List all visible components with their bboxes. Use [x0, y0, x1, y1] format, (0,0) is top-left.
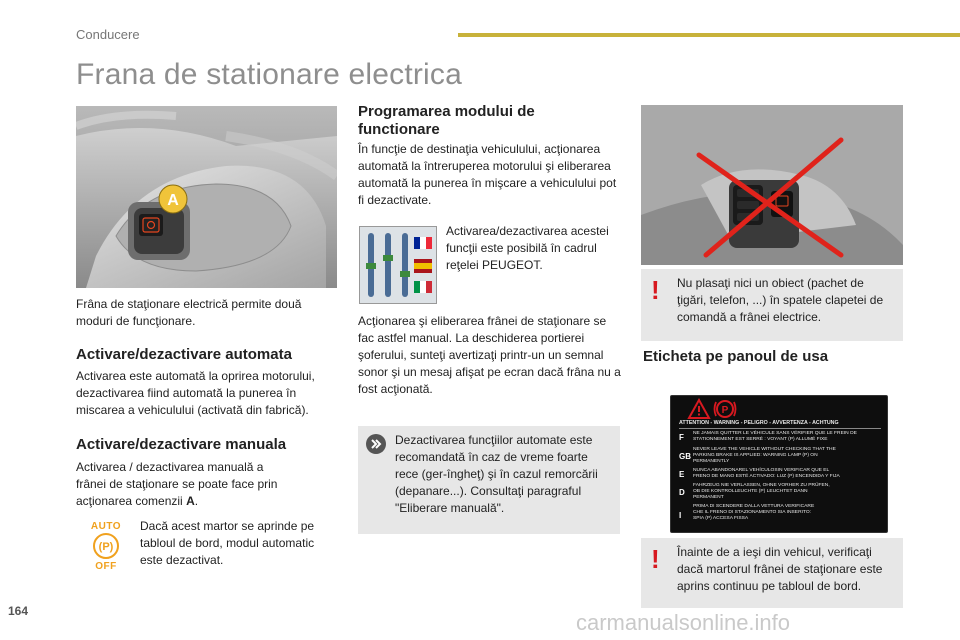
parking-brake-photo	[76, 106, 337, 288]
label-row-line: PARKING BRAKE IS APPLIED: WARNING LAMP (P) ON	[693, 453, 818, 458]
intro-text: Frâna de staţionare electrică permite două moduri de funcţionare.	[76, 297, 302, 328]
warning-note-1-text: Nu plasaţi nici un obiect (pachet de ţigări, telefon, ...) în spatele clapetei de comandă a frânei electrice.	[677, 276, 884, 324]
manual-operation-text: Acţionarea şi eliberarea frânei de staţionare se fac astfel manual. La deschiderea portierei şoferului, sunteţi avertizaţi printr-un un semnal sonor şi un mesaj afişat pe ecran dacă frâna nu a fost acţionată.	[358, 314, 621, 396]
label-row-line: PRIMA DI SCENDERE DALLA VETTURA VERIFICARE	[693, 504, 815, 509]
warning-note-2	[641, 538, 903, 608]
programming-intro: În funcţie de destinaţia vehiculului, acţionarea automată la întreruperea motorului şi eliberarea automată la punerea în mişcare a vehiculului pot fi dezactivate.	[358, 142, 617, 207]
label-row-line: PERMANENTLY	[693, 459, 730, 464]
peugeot-text: Activarea/dezactivarea acestei funcţii este posibilă în cadrul reţelei PEUGEOT.	[446, 224, 609, 272]
manual-text-end: .	[194, 494, 199, 508]
indicator-text: Dacă acest martor se aprinde pe tabloul de bord, modul automatic este dezactivat.	[140, 519, 315, 567]
label-row-line: OB DIE KONTROLLEUCHTE (P) LEUCHTET DANN	[693, 489, 808, 494]
label-row-line: STATIONNEMENT EST SERRÉ : VOYANT (P) ALLUMÉ FIXE	[693, 437, 828, 442]
svg-text:P: P	[721, 405, 729, 416]
page-title: Frana de stationare electrica	[76, 58, 463, 91]
auto-off-symbol-text: (P)	[98, 541, 114, 553]
exclamation-icon: !	[651, 275, 660, 305]
label-row-line: NE JAMAIS QUITTER LE VÉHICULE SANS VÉRIFIER QUE LE FREIN DE	[693, 431, 857, 436]
info-chevron-icon	[366, 434, 386, 454]
warning-note-1	[641, 269, 903, 341]
console-illustration	[76, 106, 337, 288]
auto-off-top: AUTO	[90, 521, 122, 532]
manual-text	[76, 459, 291, 510]
no-objects-photo	[641, 105, 903, 265]
door-label	[670, 395, 888, 533]
watermark: carmanualsonline.info	[576, 610, 791, 635]
label-rule	[679, 428, 881, 429]
warning-note-2-text: Înainte de a ieşi din vehicul, verificaţi dacă martorul frânei de staţionare este aprins continuu pe tabloul de bord.	[677, 545, 883, 593]
label-code: E	[679, 470, 685, 479]
programming-heading: Programarea modului de functionare	[358, 103, 535, 138]
label-code: GB	[679, 452, 691, 461]
exclamation-icon: !	[651, 544, 660, 574]
manual-text-main: Activarea / dezactivarea manuală a frânei de staţionare se poate face prin acţionarea comenzii	[76, 460, 278, 508]
settings-screen-icon	[359, 226, 437, 304]
label-row-line: NUNCA ABANDONAREL VEHÍCULOSIN VERIFICAR QUE EL	[693, 468, 830, 473]
header-rule	[458, 33, 960, 37]
label-row-line: CHE IL FRENO DI STAZIONAMENTO SIA INSERITO:	[693, 510, 812, 515]
info-note	[358, 426, 620, 534]
manual-heading: Activare/dezactivare manuala	[76, 436, 287, 453]
label-banner: ATTENTION - WARNING - PELIGRO - AVVERTENZA - ACHTUNG	[679, 420, 839, 426]
callout-letter-a: A	[167, 192, 179, 209]
label-row-line: PERMANENT	[693, 495, 724, 500]
page-number: 164	[8, 604, 29, 618]
auto-off-indicator-icon	[84, 521, 128, 573]
auto-off-symbol	[93, 533, 119, 559]
info-note-text: Dezactivarea funcţiilor automate este recomandată în caz de vreme foarte rece (ger-îngheţ) şi în cazul remorcării (depanare...). Consultaţi paragraful "Eliberare manuală".	[395, 433, 598, 515]
auto-heading: Activare/dezactivare automata	[76, 346, 292, 363]
label-code: D	[679, 488, 685, 497]
label-code: I	[679, 511, 682, 520]
manual-text-bold: A	[186, 494, 195, 508]
section-label: Conducere	[76, 27, 140, 42]
label-row-line: FRENO DE MANO ESTÉ ACTIVADO: LUZ (P) ENCENDIDA Y FIJA	[693, 474, 840, 479]
label-code: F	[679, 433, 684, 442]
label-heading: Eticheta pe panoul de usa	[643, 348, 829, 365]
label-row-line: SPIA (P) ACCESA FISSA	[693, 516, 749, 521]
label-row-line: FAHRZEUG NIE VERLASSEN, OHNE VORHER ZU PRÜFEN,	[693, 483, 830, 488]
auto-text: Activarea este automată la oprirea motorului, dezactivarea fiind automată la punerea în miscarea a vehiculului (activată din fabrică).	[76, 369, 315, 417]
label-row-line: NEVER LEAVE THE VEHICLE WITHOUT CHECKING THAT THE	[693, 447, 836, 452]
auto-off-bottom: OFF	[95, 561, 117, 572]
